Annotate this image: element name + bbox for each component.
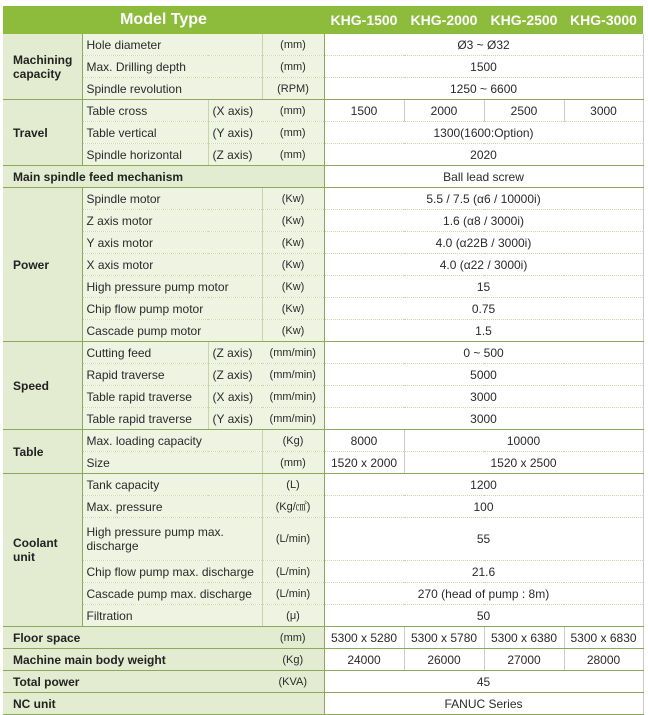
value-cell-khg-1500: 1500 bbox=[324, 100, 404, 122]
value-cell-khg-3000: 28000 bbox=[564, 649, 643, 671]
group-speed: Speed bbox=[3, 342, 82, 430]
table-row bbox=[3, 386, 643, 408]
item-label: Y axis motor bbox=[82, 232, 262, 254]
table-row bbox=[3, 342, 643, 364]
axis-label: (Z axis) bbox=[208, 144, 262, 166]
table-row bbox=[3, 210, 643, 232]
value-cell: 4.0 (α22B / 3000i) bbox=[324, 232, 643, 254]
item-label: Table vertical bbox=[82, 122, 208, 144]
table-row bbox=[3, 232, 643, 254]
value-cell-khg-3000: 5300 x 6830 bbox=[564, 627, 643, 649]
unit-label: (KVA) bbox=[262, 671, 324, 693]
unit-label: (mm) bbox=[262, 452, 324, 474]
value-cell-khg-2500: 5300 x 6380 bbox=[484, 627, 564, 649]
value-cell-khg-2000-3000: 10000 bbox=[404, 430, 643, 452]
value-cell: Ø3 ~ Ø32 bbox=[324, 34, 643, 56]
group-machine-weight: Machine main body weight bbox=[3, 649, 262, 671]
item-label: High pressure pump motor bbox=[82, 276, 262, 298]
unit-label: (mm) bbox=[262, 100, 324, 122]
model-type-title: Model Type bbox=[3, 6, 324, 34]
unit-label: (Kw) bbox=[262, 232, 324, 254]
axis-label: (Z axis) bbox=[208, 342, 262, 364]
table-row bbox=[3, 627, 643, 649]
value-cell: 100 bbox=[324, 496, 643, 518]
unit-label: (L) bbox=[262, 474, 324, 496]
model-khg-2500: KHG-2500 bbox=[484, 6, 564, 34]
table-row bbox=[3, 78, 643, 100]
unit-label: (L/min) bbox=[262, 561, 324, 583]
value-cell: 45 bbox=[324, 671, 643, 693]
group-table: Table bbox=[3, 430, 82, 474]
value-cell-khg-1500: 24000 bbox=[324, 649, 404, 671]
value-cell: 0 ~ 500 bbox=[324, 342, 643, 364]
unit-label: (mm) bbox=[262, 627, 324, 649]
value-cell: 1.5 bbox=[324, 320, 643, 342]
table-row bbox=[3, 518, 643, 561]
item-label: Max. Drilling depth bbox=[82, 56, 262, 78]
unit-label: (μ) bbox=[262, 605, 324, 627]
item-label: Cascade pump max. discharge bbox=[82, 583, 262, 605]
group-machining-capacity: Machining capacity bbox=[3, 34, 82, 100]
unit-label: (mm) bbox=[262, 56, 324, 78]
item-label: X axis motor bbox=[82, 254, 262, 276]
item-label: Table rapid traverse bbox=[82, 386, 208, 408]
unit-label: (Kw) bbox=[262, 254, 324, 276]
item-label: Hole diameter bbox=[82, 34, 262, 56]
model-khg-2000: KHG-2000 bbox=[404, 6, 484, 34]
value-cell: 3000 bbox=[324, 408, 643, 430]
table-row bbox=[3, 298, 643, 320]
table-row bbox=[3, 583, 643, 605]
value-cell: FANUC Series bbox=[324, 693, 643, 715]
item-label: High pressure pump max. discharge bbox=[82, 518, 262, 561]
item-label: Max. pressure bbox=[82, 496, 262, 518]
value-cell: 1250 ~ 6600 bbox=[324, 78, 643, 100]
item-label: Tank capacity bbox=[82, 474, 262, 496]
value-cell: Ball lead screw bbox=[324, 166, 643, 188]
table-row bbox=[3, 34, 643, 56]
item-label: Filtration bbox=[82, 605, 262, 627]
table-row bbox=[3, 649, 643, 671]
unit-label: (Kg/㎠) bbox=[262, 496, 324, 518]
value-cell-khg-2500: 27000 bbox=[484, 649, 564, 671]
group-floor-space: Floor space bbox=[3, 627, 262, 649]
unit-label: (mm/min) bbox=[262, 408, 324, 430]
value-cell: 270 (head of pump : 8m) bbox=[324, 583, 643, 605]
unit-label: (mm) bbox=[262, 144, 324, 166]
value-cell-khg-2000: 26000 bbox=[404, 649, 484, 671]
unit-label: (mm) bbox=[262, 122, 324, 144]
table-row bbox=[3, 100, 643, 122]
spec-table bbox=[3, 6, 644, 715]
value-cell: 4.0 (α22 / 3000i) bbox=[324, 254, 643, 276]
unit-label: (Kw) bbox=[262, 298, 324, 320]
value-cell: 15 bbox=[324, 276, 643, 298]
item-label: Spindle revolution bbox=[82, 78, 262, 100]
item-label: Table rapid traverse bbox=[82, 408, 208, 430]
value-cell: 1300(1600:Option) bbox=[324, 122, 643, 144]
group-coolant-unit: Coolant unit bbox=[3, 474, 82, 627]
axis-label: (Z axis) bbox=[208, 364, 262, 386]
value-cell: 55 bbox=[324, 518, 643, 561]
item-label: Max. loading capacity bbox=[82, 430, 262, 452]
table-row bbox=[3, 166, 643, 188]
table-row bbox=[3, 122, 643, 144]
value-cell-khg-3000: 3000 bbox=[564, 100, 643, 122]
unit-label: (mm/min) bbox=[262, 342, 324, 364]
unit-label: (mm/min) bbox=[262, 386, 324, 408]
axis-label: (Y axis) bbox=[208, 122, 262, 144]
header-row bbox=[3, 6, 643, 34]
value-cell-khg-2000-3000: 1520 x 2500 bbox=[404, 452, 643, 474]
unit-label: (Kg) bbox=[262, 649, 324, 671]
table-row bbox=[3, 320, 643, 342]
unit-label: (RPM) bbox=[262, 78, 324, 100]
table-row bbox=[3, 188, 643, 210]
value-cell: 5.5 / 7.5 (α6 / 10000i) bbox=[324, 188, 643, 210]
value-cell-khg-2000: 5300 x 5780 bbox=[404, 627, 484, 649]
item-label: Chip flow pump max. discharge bbox=[82, 561, 262, 583]
unit-label: (L/min) bbox=[262, 518, 324, 561]
unit-label: (Kw) bbox=[262, 320, 324, 342]
unit-label: (Kw) bbox=[262, 276, 324, 298]
item-label: Z axis motor bbox=[82, 210, 262, 232]
table-row bbox=[3, 144, 643, 166]
unit-label: (Kg) bbox=[262, 430, 324, 452]
table-row bbox=[3, 430, 643, 452]
group-travel: Travel bbox=[3, 100, 82, 166]
unit-label: (Kw) bbox=[262, 188, 324, 210]
table-row bbox=[3, 408, 643, 430]
value-cell-khg-2500: 2500 bbox=[484, 100, 564, 122]
value-cell: 0.75 bbox=[324, 298, 643, 320]
value-cell-khg-1500: 8000 bbox=[324, 430, 404, 452]
table-row bbox=[3, 276, 643, 298]
group-total-power: Total power bbox=[3, 671, 262, 693]
value-cell: 2020 bbox=[324, 144, 643, 166]
value-cell-khg-1500: 5300 x 5280 bbox=[324, 627, 404, 649]
item-label: Cascade pump motor bbox=[82, 320, 262, 342]
group-power: Power bbox=[3, 188, 82, 342]
model-khg-3000: KHG-3000 bbox=[564, 6, 643, 34]
value-cell: 21.6 bbox=[324, 561, 643, 583]
value-cell: 5000 bbox=[324, 364, 643, 386]
unit-label: (mm/min) bbox=[262, 364, 324, 386]
item-label: Rapid traverse bbox=[82, 364, 208, 386]
axis-label: (X axis) bbox=[208, 100, 262, 122]
model-khg-1500: KHG-1500 bbox=[324, 6, 404, 34]
table-row bbox=[3, 56, 643, 78]
item-label: Chip flow pump motor bbox=[82, 298, 262, 320]
value-cell: 1500 bbox=[324, 56, 643, 78]
axis-label: (X axis) bbox=[208, 386, 262, 408]
table-row bbox=[3, 474, 643, 496]
group-main-spindle-feed: Main spindle feed mechanism bbox=[3, 166, 324, 188]
value-cell: 50 bbox=[324, 605, 643, 627]
table-row bbox=[3, 496, 643, 518]
item-label: Size bbox=[82, 452, 262, 474]
unit-label: (Kw) bbox=[262, 210, 324, 232]
value-cell-khg-1500: 1520 x 2000 bbox=[324, 452, 404, 474]
table-row bbox=[3, 605, 643, 627]
table-row bbox=[3, 693, 643, 715]
table-row bbox=[3, 254, 643, 276]
table-row bbox=[3, 561, 643, 583]
unit-label: (mm) bbox=[262, 34, 324, 56]
table-row bbox=[3, 364, 643, 386]
value-cell: 3000 bbox=[324, 386, 643, 408]
table-row bbox=[3, 671, 643, 693]
value-cell-khg-2000: 2000 bbox=[404, 100, 484, 122]
value-cell: 1200 bbox=[324, 474, 643, 496]
item-label: Spindle horizontal bbox=[82, 144, 208, 166]
group-nc-unit: NC unit bbox=[3, 693, 324, 715]
item-label: Cutting feed bbox=[82, 342, 208, 364]
table-row bbox=[3, 452, 643, 474]
value-cell: 1.6 (α8 / 3000i) bbox=[324, 210, 643, 232]
axis-label: (Y axis) bbox=[208, 408, 262, 430]
item-label: Table cross bbox=[82, 100, 208, 122]
item-label: Spindle motor bbox=[82, 188, 262, 210]
unit-label: (L/min) bbox=[262, 583, 324, 605]
